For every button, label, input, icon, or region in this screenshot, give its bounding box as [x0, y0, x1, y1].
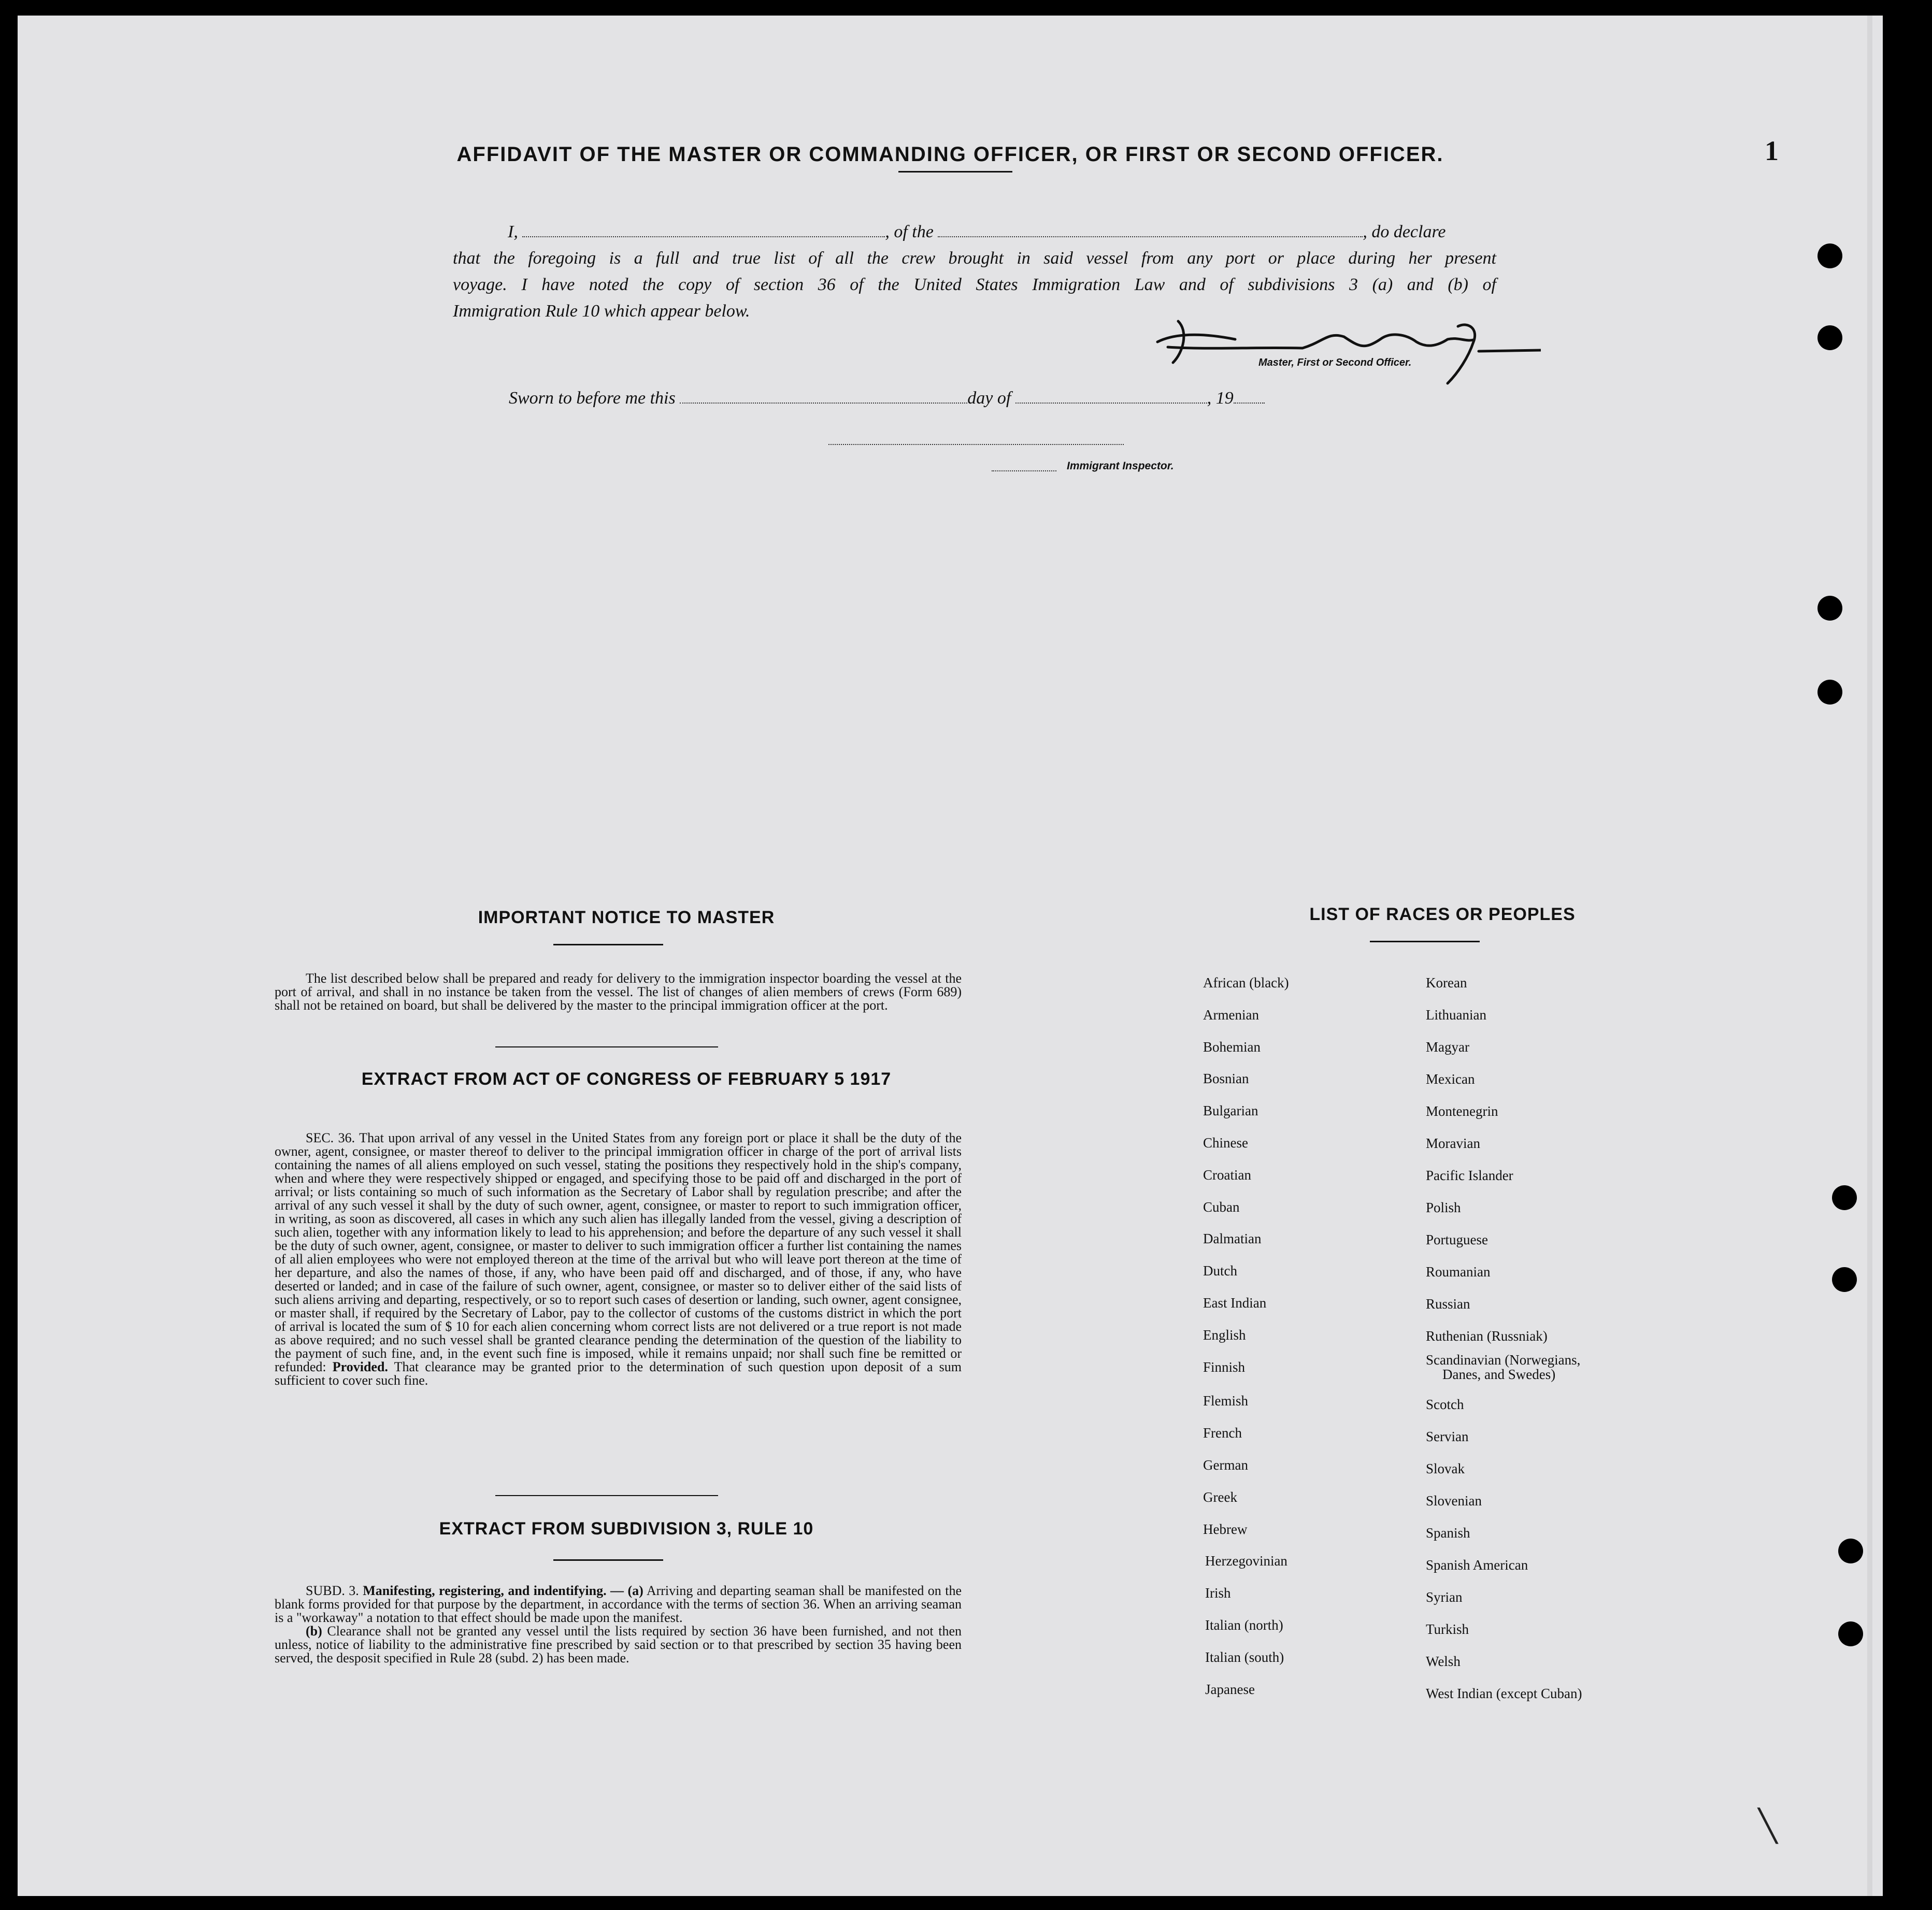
race-item: Greek	[1203, 1489, 1237, 1505]
race-item: Magyar	[1426, 1039, 1469, 1055]
binder-hole	[1838, 1539, 1863, 1563]
race-item: Cuban	[1203, 1199, 1240, 1215]
year-blank	[1234, 389, 1265, 404]
subd-a-marker: — (a)	[610, 1583, 643, 1598]
affidavit-title: AFFIDAVIT OF THE MASTER OR COMMANDING OFFICER, OR FIRST OR SECOND OFFICER.	[456, 143, 1444, 166]
subd-b-text: Clearance shall not be granted any vessel until the lists required by section 36 have been furnished, and not then unless, notice of liability to the administrative fine prescribed by said section or to that prescribed by section 35 having been served, the desposit specified in Rule 28 (subd. 2) has been made.	[275, 1624, 962, 1665]
rule-underline	[553, 1559, 663, 1561]
subd-prefix: SUBD. 3.	[306, 1583, 359, 1598]
race-item: Bulgarian	[1203, 1103, 1258, 1118]
provided-word: Provided.	[332, 1359, 388, 1374]
race-item: Polish	[1426, 1200, 1461, 1215]
race-item: French	[1203, 1425, 1242, 1441]
subd-a-paragraph	[275, 1584, 962, 1625]
sworn-line	[509, 389, 1265, 408]
race-item: German	[1203, 1457, 1248, 1473]
race-item: Scandinavian (Norwegians,	[1426, 1352, 1581, 1368]
race-item: Russian	[1426, 1296, 1470, 1312]
sworn-month-blank	[1015, 389, 1207, 404]
race-item: Dutch	[1203, 1263, 1237, 1279]
race-item: Ruthenian (Russniak)	[1426, 1328, 1548, 1344]
race-item: Herzegovinian	[1205, 1553, 1287, 1569]
body-line: voyage. I have noted the copy of section 36 of the United States Immigration Law and of subdivisions 3 (a) and (b) of	[453, 275, 1496, 294]
act-text-end: That clearance may be granted prior to the determination of such question upon deposit of a sum sufficient to cover such fine.	[275, 1359, 962, 1388]
races-underline	[1370, 941, 1480, 942]
notice-text: The list described below shall be prepared and ready for delivery to the immigration inspector boarding the vessel at the port of arrival, and shall in no instance be taken from the vessel. The list of changes of alien members of crews (Form 689) shall not be retained on board, but shall be delivered by the master to the principal immigration officer at the port.	[275, 971, 962, 1013]
sworn-prefix: Sworn to before me this	[509, 389, 676, 408]
binder-hole	[1817, 680, 1842, 705]
subd-heading: Manifesting, registering, and indentifying.	[363, 1583, 607, 1598]
race-item: West Indian (except Cuban)	[1426, 1686, 1582, 1701]
subd-a-text: Arriving and departing seaman shall be manifested on the blank forms provided for that purpose by the department, in accordance with the terms of section 36. When an arriving seaman is a "workaway" a notation to that effect should be made upon the manifest.	[275, 1583, 962, 1625]
race-item: Lithuanian	[1426, 1007, 1486, 1023]
binder-hole	[1817, 325, 1842, 350]
act-extract-text	[275, 1131, 962, 1387]
section-divider	[495, 1046, 718, 1047]
race-item: Irish	[1205, 1585, 1231, 1601]
affidavit-text	[453, 219, 1496, 324]
race-item: Dalmatian	[1203, 1231, 1262, 1246]
inspector-signature-blank	[828, 444, 1124, 445]
page-corner-mark: ╲	[1758, 1809, 1778, 1843]
race-item: Italian (south)	[1205, 1649, 1284, 1665]
of-the-text: , of the	[885, 222, 934, 241]
race-item: Bosnian	[1203, 1071, 1249, 1086]
day-of-text: day of	[967, 389, 1011, 408]
binder-hole	[1832, 1185, 1857, 1210]
binder-hole	[1838, 1621, 1863, 1646]
race-item: Roumanian	[1426, 1264, 1491, 1280]
rule-extract-title: EXTRACT FROM SUBDIVISION 3, RULE 10	[439, 1519, 814, 1539]
race-item: Croatian	[1203, 1167, 1251, 1183]
race-item: Scotch	[1426, 1397, 1464, 1412]
race-item: Spanish	[1426, 1525, 1470, 1541]
race-item: Korean	[1426, 975, 1467, 990]
signature-label: Master, First or Second Officer.	[1258, 357, 1412, 368]
race-item: Spanish American	[1426, 1557, 1528, 1573]
race-item: Pacific Islander	[1426, 1168, 1513, 1183]
race-item: Flemish	[1203, 1393, 1249, 1409]
page-edge	[1867, 16, 1872, 1896]
page-number: 1	[1765, 135, 1779, 166]
race-item: Chinese	[1203, 1135, 1248, 1151]
rule-extract-text	[275, 1584, 962, 1665]
inspector-label: Immigrant Inspector.	[1067, 460, 1174, 472]
binder-hole	[1817, 243, 1842, 268]
race-item: Syrian	[1426, 1589, 1463, 1605]
race-item: Danes, and Swedes)	[1442, 1367, 1556, 1382]
notice-title: IMPORTANT NOTICE TO MASTER	[478, 908, 775, 927]
do-declare-text: , do declare	[1363, 222, 1446, 241]
vessel-name-blank	[938, 223, 1363, 237]
subd-b-marker: (b)	[306, 1624, 322, 1639]
race-item: Armenian	[1203, 1007, 1259, 1023]
race-item: English	[1203, 1327, 1246, 1343]
race-item: Bohemian	[1203, 1039, 1261, 1055]
race-item: Turkish	[1426, 1621, 1469, 1637]
race-item: Italian (north)	[1205, 1617, 1283, 1633]
body-line-last: Immigration Rule 10 which appear below.	[453, 301, 750, 321]
declarant-name-blank	[522, 223, 885, 237]
notice-underline	[553, 944, 663, 945]
declaration-line	[453, 219, 1496, 245]
subd-b-paragraph	[275, 1625, 962, 1665]
race-item: African (black)	[1203, 975, 1289, 990]
year-prefix: , 19	[1207, 389, 1234, 408]
section-divider	[495, 1495, 718, 1496]
race-item: Slovak	[1426, 1461, 1465, 1476]
race-item: East Indian	[1203, 1295, 1267, 1311]
sworn-day-blank	[680, 389, 967, 404]
race-item: Servian	[1426, 1429, 1469, 1444]
race-item: Slovenian	[1426, 1493, 1482, 1509]
declarant-prefix: I,	[508, 222, 518, 241]
race-item: Hebrew	[1203, 1521, 1248, 1537]
race-item: Welsh	[1426, 1654, 1461, 1669]
act-extract-title: EXTRACT FROM ACT OF CONGRESS OF FEBRUARY 5 1917	[361, 1069, 892, 1089]
race-item: Montenegrin	[1426, 1103, 1498, 1119]
race-item: Portuguese	[1426, 1232, 1488, 1247]
title-underline	[898, 171, 1012, 173]
document-page	[18, 16, 1883, 1896]
body-line: that the foregoing is a full and true list of all the crew brought in said vessel from any port or place during her present	[453, 249, 1496, 268]
act-text: SEC. 36. That upon arrival of any vessel in the United States from any foreign port or place it shall be the duty of the owner, agent, consignee, or master thereof to deliver to the principal immigration officer in charge of the port of arrival lists containing the names of all aliens employed on such vessel, stating the positions they respectively hold in the ship's company, when and where they were respectively shipped or engaged, and specifying those to be paid off and discharged in the port of arrival; or lists containing so much of such information as the Secretary of Labor shall by regulation prescribe; and after the arrival of any such vessel it shall by the duty of such owner, agent, consignee, or master to report to such immigration officer, in writing, as soon as discovered, all cases in which any such alien has illegally landed from the vessel, giving a description of such alien, together with any information likely to lead to his apprehension; and before the departure of any such vessel it shall be the duty of such owner, agent, consignee, or master to deliver to such immigration officer a further list containing the names of all alien employees who were not employed thereon at the time of the arrival but who will leave port thereon at the time of her departure, and also the names of those, if any, who have been paid off and discharged, and of those, if any, who have deserted or landed; and in case of the failure of such owner, agent, consignee, or master so to deliver either of the said lists of such aliens arriving and departing, respectively, or so to report such cases of desertion or landing, such owner, agent consignee, or master shall, if required by the Secretary of Labor, pay to the collector of customs of the customs district in which the port of arrival is located the sum of $ 10 for each alien concerning whom correct lists are not delivered or a true report is not made as above required; and no such vessel shall be granted clearance pending the determination of the question of the liability to the payment of such fine, and, in the event such fine is imposed, while it remains unpaid; nor shall such fine be remitted or refunded:	[275, 1130, 962, 1374]
inspector-signature-blank	[992, 470, 1056, 471]
master-signature	[1147, 311, 1541, 389]
binder-hole	[1832, 1267, 1857, 1292]
race-item: Moravian	[1426, 1136, 1480, 1151]
race-item: Mexican	[1426, 1071, 1475, 1087]
binder-hole	[1817, 596, 1842, 621]
race-item: Finnish	[1203, 1359, 1246, 1375]
race-item: Japanese	[1205, 1682, 1255, 1697]
races-title: LIST OF RACES OR PEOPLES	[1309, 904, 1576, 924]
